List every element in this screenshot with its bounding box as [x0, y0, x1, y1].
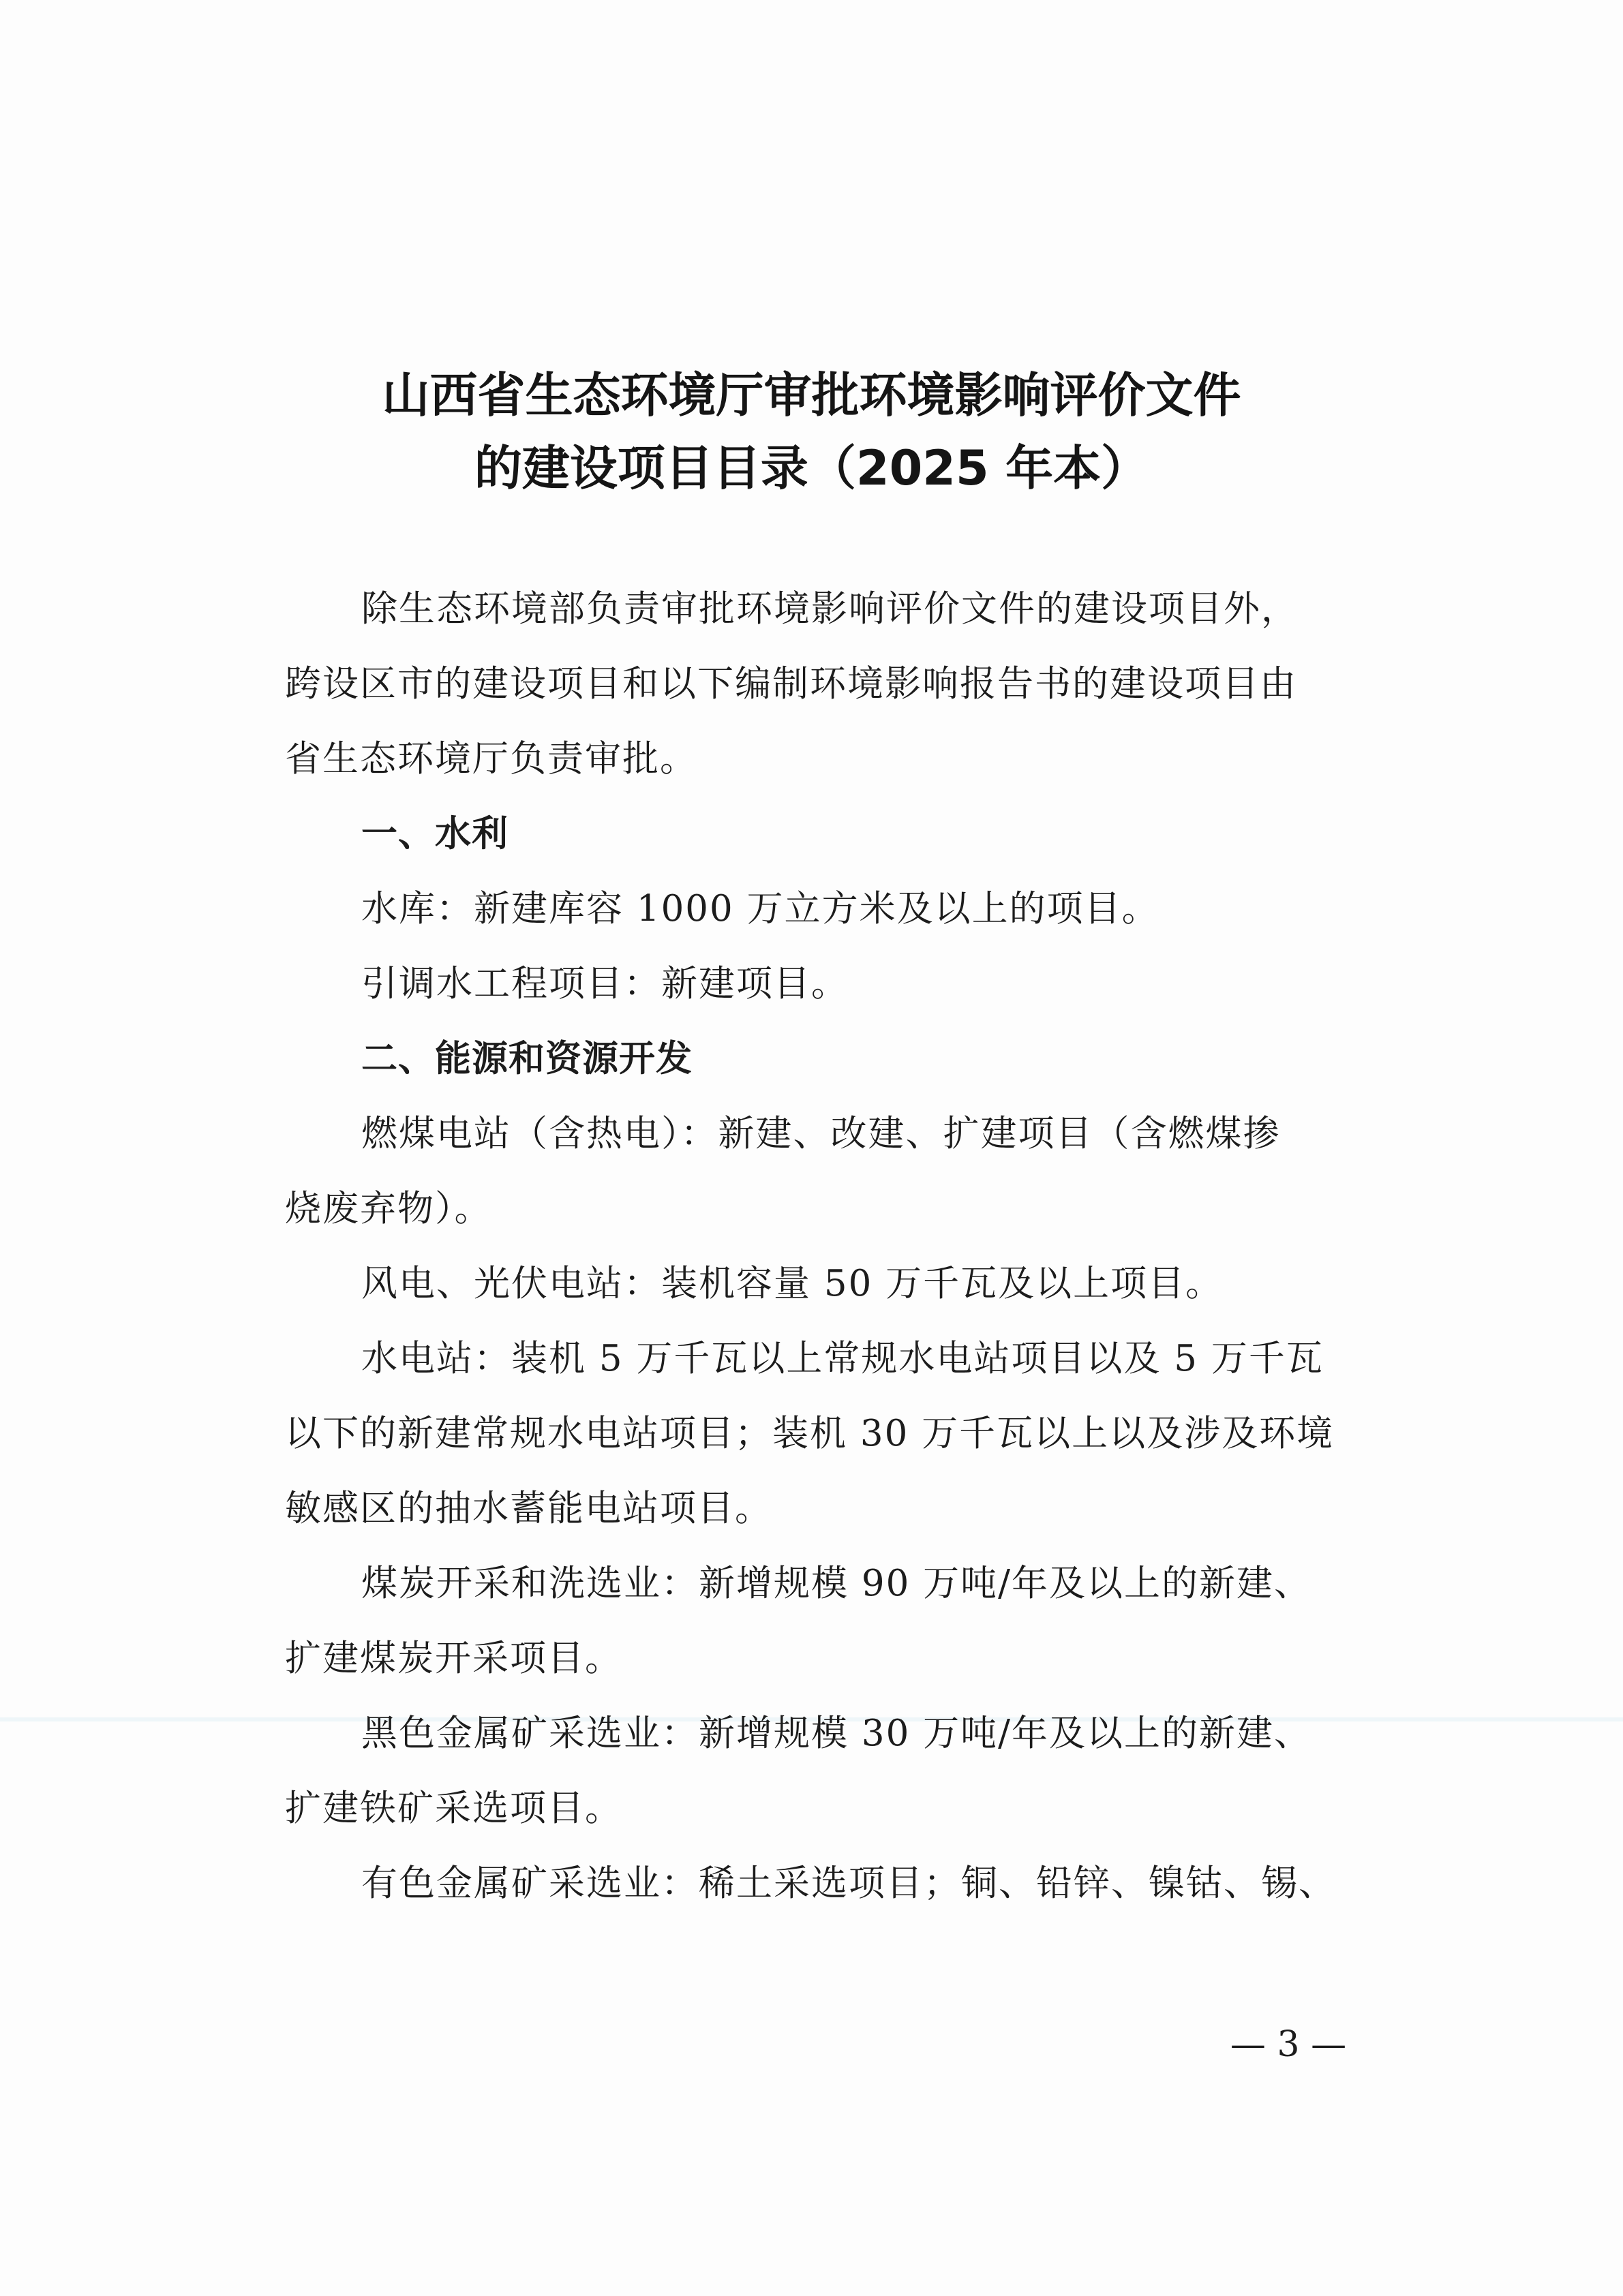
- item-hydropower-line-1: 水电站：装机 5 万千瓦以上常规水电站项目以及 5 万千瓦: [361, 1338, 1324, 1379]
- item-ferrous-mining-line-2: 扩建铁矿采选项目。: [285, 1788, 622, 1829]
- item-wind-solar: 风电、光伏电站：装机容量 50 万千瓦及以上项目。: [361, 1263, 1224, 1304]
- item-hydropower-line-2: 以下的新建常规水电站项目；装机 30 万千瓦以上以及涉及环境: [285, 1413, 1335, 1454]
- item-ferrous-mining-line-1: 黑色金属矿采选业：新增规模 30 万吨/年及以上的新建、: [361, 1713, 1311, 1754]
- page-number: — 3 —: [1230, 2024, 1347, 2065]
- item-hydropower-line-3: 敏感区的抽水蓄能电站项目。: [285, 1488, 772, 1529]
- section-heading-water: 一、水利: [361, 813, 509, 855]
- paragraph-intro-line-2: 跨设区市的建设项目和以下编制环境影响报告书的建设项目由: [285, 663, 1297, 705]
- item-coal-power-line-1: 燃煤电站（含热电）：新建、改建、扩建项目（含燃煤掺: [361, 1113, 1281, 1154]
- item-reservoir: 水库：新建库容 1000 万立方米及以上的项目。: [361, 888, 1159, 930]
- item-coal-power-line-2: 烧废弃物）。: [285, 1188, 492, 1229]
- item-nonferrous-mining-line-1: 有色金属矿采选业：稀土采选项目；铜、铅锌、镍钴、锡、: [361, 1863, 1336, 1904]
- item-coal-mining-line-1: 煤炭开采和洗选业：新增规模 90 万吨/年及以上的新建、: [361, 1563, 1311, 1604]
- document-title-line-2: 的建设项目目录（2025 年本）: [474, 440, 1149, 496]
- document-title-line-1: 山西省生态环境厅审批环境影响评价文件: [382, 367, 1241, 423]
- paragraph-intro-line-3: 省生态环境厅负责审批。: [285, 738, 697, 780]
- paragraph-intro-line-1: 除生态环境部负责审批环境影响评价文件的建设项目外，: [361, 588, 1299, 630]
- item-coal-mining-line-2: 扩建煤炭开采项目。: [285, 1638, 622, 1679]
- section-heading-energy: 二、能源和资源开发: [361, 1038, 693, 1080]
- item-water-diversion: 引调水工程项目：新建项目。: [361, 963, 849, 1005]
